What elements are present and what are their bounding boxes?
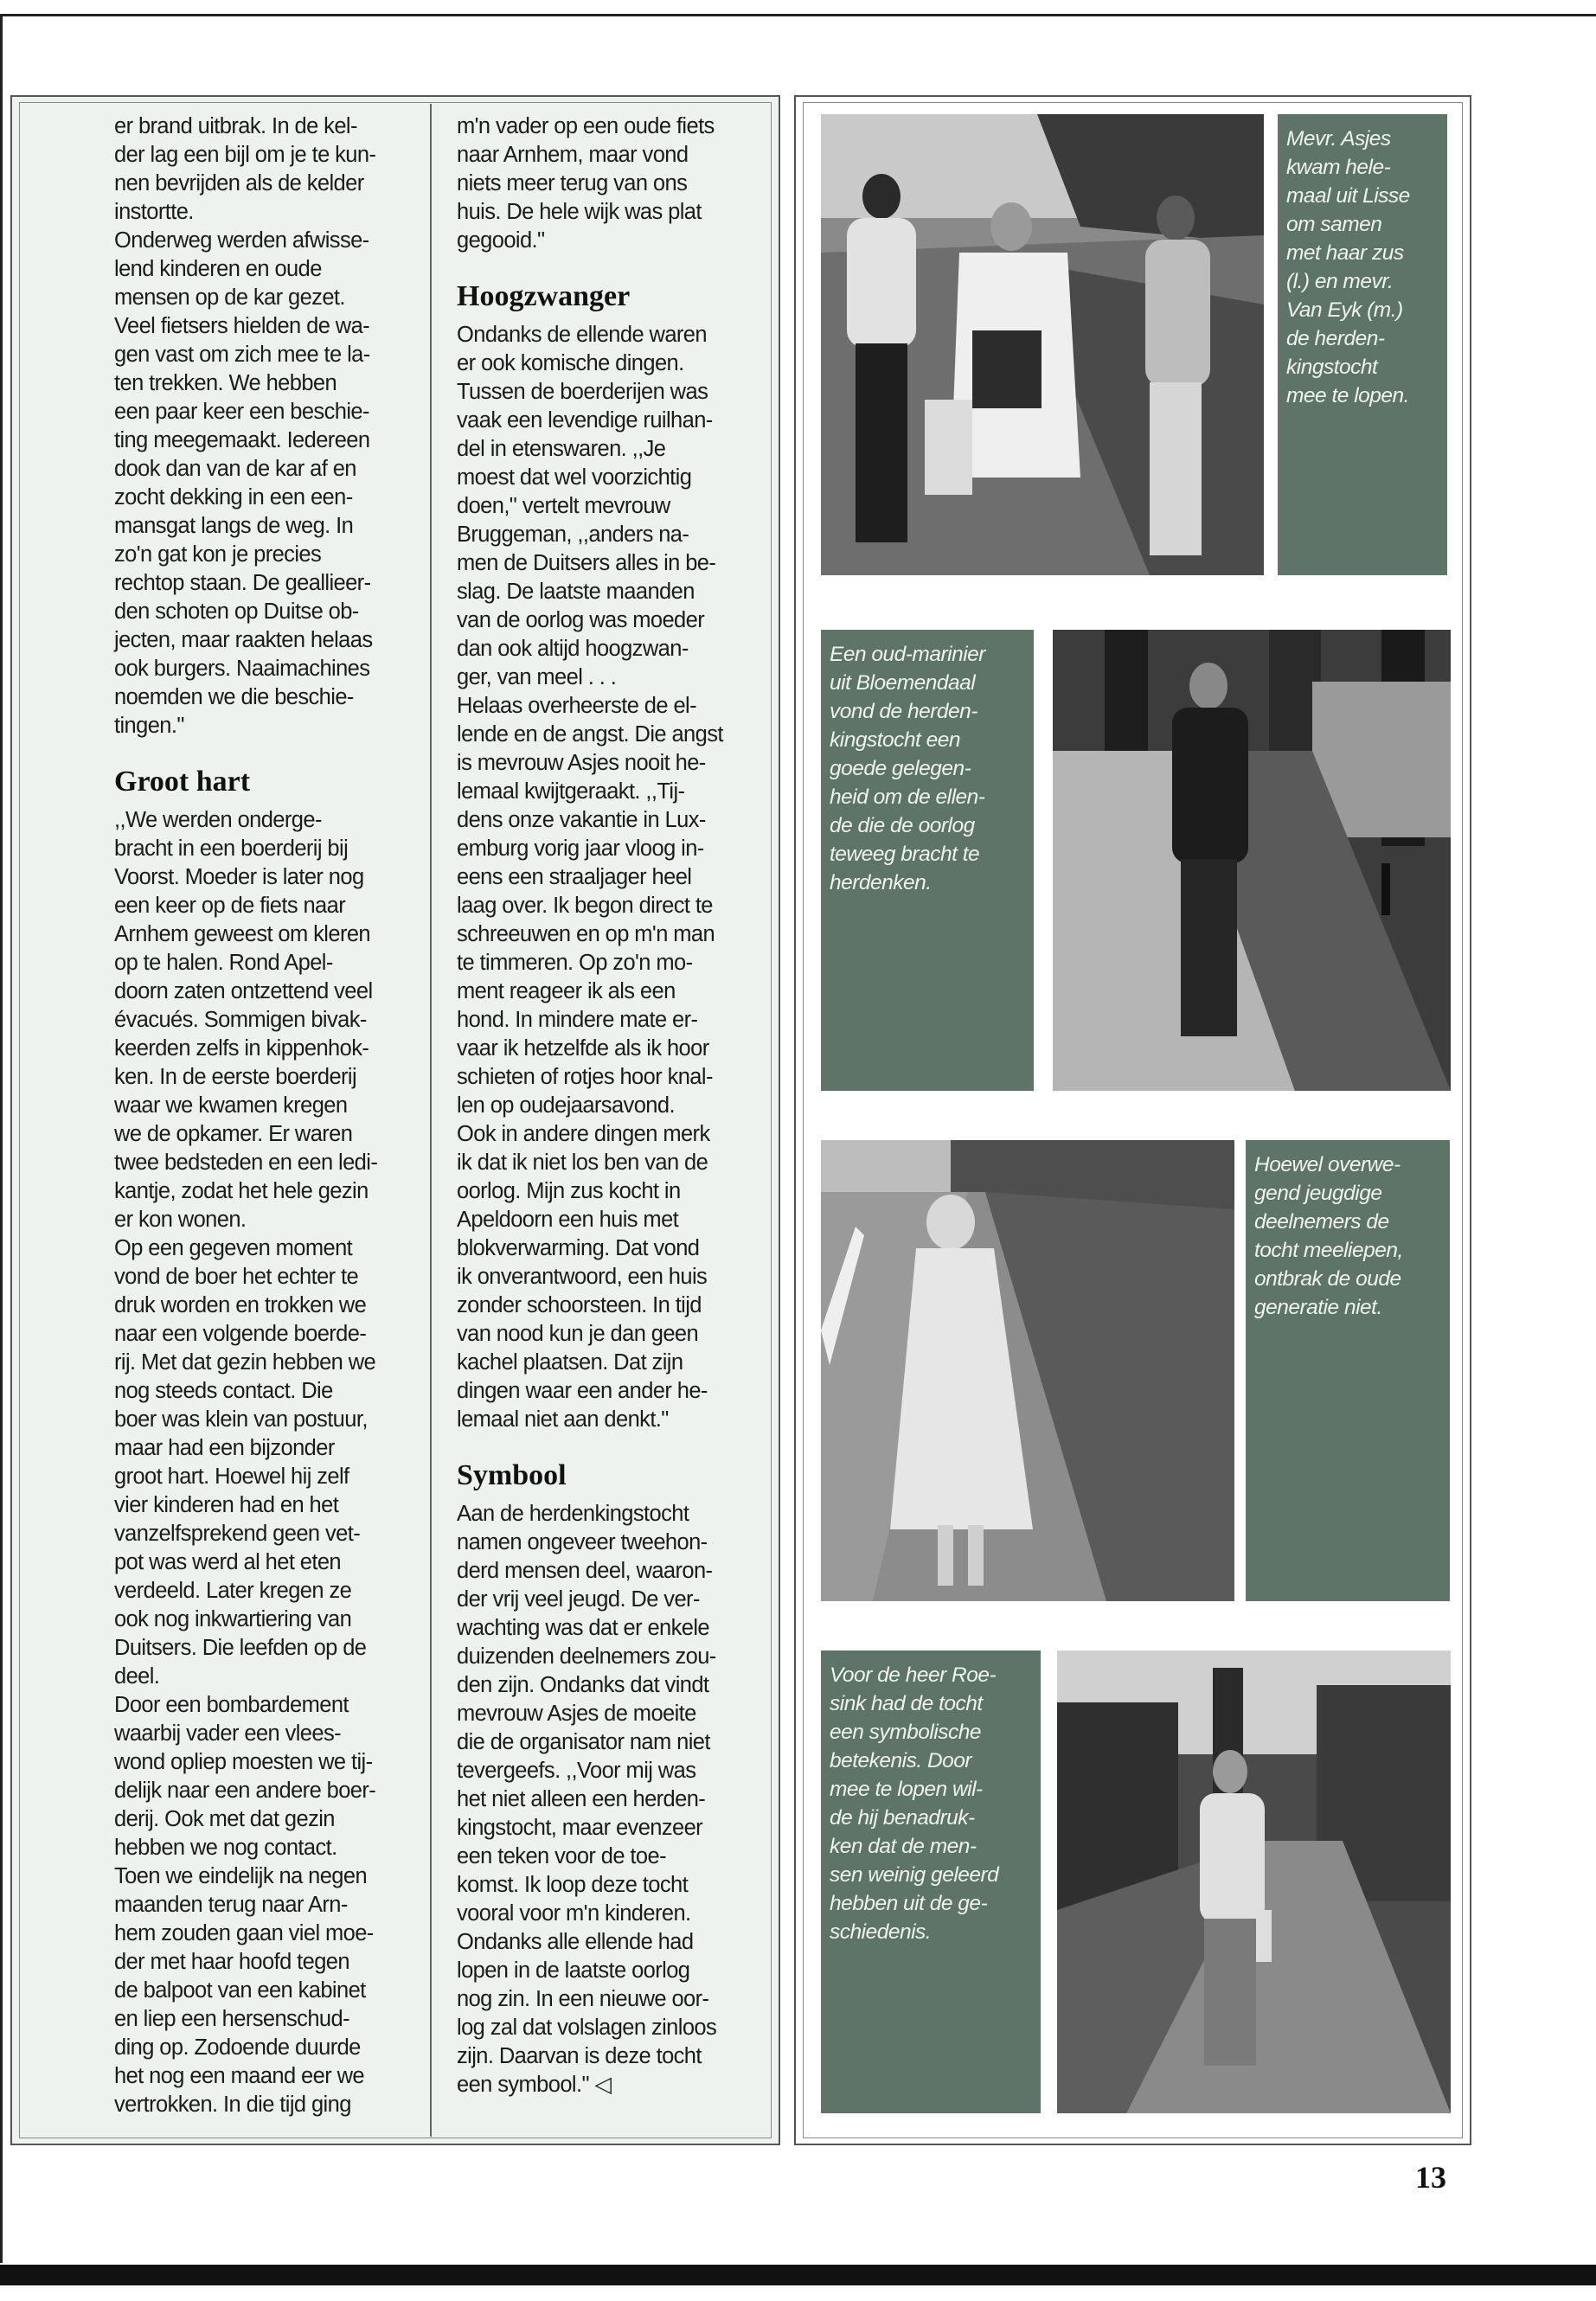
article-column-1 — [114, 112, 417, 2119]
column2-paragraph-3: Aan de herdenkingstocht namen ongeveer tweehon- derd mensen deel, waaron- der vrij veel jeugd. De ver- wachting was dat er enkele duizenden deelnemers zou- den zijn. Ondanks dat vindt mevrouw Asjes de moeite die de organisator nam niet tevergeefs. ,,Voor mij was het niet alleen een herden- kingstocht, maar evenzeer een teken voor de toe- komst. Ik loop deze tocht vooral voor m'n kinderen. Ondanks alle ellende had lopen in de laatste oorlog nog zin. In een nieuwe oor- log zal dat volslagen zinloos zijn. Daarvan is deze tocht een symbool." ◁ — [457, 1502, 717, 2097]
caption-heer-roesink: Voor de heer Roe- sink had de tocht een symbolische betekenis. Door mee te lopen wil- de hij benadruk- ken dat de men- sen weinig geleerd hebben uit de ge- schiedenis. — [821, 1650, 1041, 2113]
heading-hoogzwanger: Hoogzwanger — [457, 280, 631, 312]
column1-paragraph-1: er brand uitbrak. In de kel- der lag een bijl om je te kun- nen bevrijden als de kelder instortte. Onderweg werden afwisse- lend kinderen en oude mensen op de kar gezet. Veel fietsers hielden de wa- gen vast om zich mee te la- ten trekken. We hebben een paar keer een beschie- ting meegemaakt. Iedereen dook dan van de kar af en zocht dekking in een een- mansgat langs de weg. In zo'n gat kon je precies rechtop staan. De geallieer- den schoten op Duitse ob- jecten, maar raakten helaas ook burgers. Naaimachines noemden we die beschie- tingen." — [114, 114, 376, 738]
photo-elderly-woman — [821, 1140, 1234, 1601]
article-column-2 — [457, 112, 768, 2099]
top-rule — [0, 14, 1596, 16]
caption-oude-generatie: Hoewel overwe- gend jeugdige deelnemers de tocht meeliepen, ontbrak de oude generatie niet. — [1246, 1140, 1450, 1601]
heading-symbool: Symbool — [457, 1459, 567, 1491]
heading-groot-hart: Groot hart — [114, 766, 251, 798]
photo-oud-marinier — [1053, 630, 1451, 1091]
bottom-band — [0, 2265, 1596, 2285]
column2-paragraph-2: Ondanks de ellende waren er ook komische dingen. Tussen de boerderijen was vaak een levendige ruilhan- del in etenswaren. ,,Je moest dat wel voorzichtig doen," vertelt mevrouw Bruggeman, ,,anders na- men de Duitsers alles in be- slag. De laatste maanden van de oorlog was moeder dan ook altijd hoogzwan- ger, van meel . . . Helaas overheerste de el- lende en de angst. Die angst is mevrouw Asjes nooit he- lemaal kwijtgeraakt. ,,Tij- dens onze vakantie in Lux- emburg vorig jaar vloog in- eens een straaljager heel laag over. Ik begon direct te schreeuwen en op m'n man te timmeren. Op zo'n mo- ment reageer ik als een hond. In mindere mate er- vaar ik hetzelfde als ik hoor schieten of rotjes hoor knal- len op oudejaarsavond. Ook in andere dingen merk ik dat ik niet los ben van de oorlog. Mijn zus kocht in Apeldoorn een huis met blokverwarming. Dat vond ik onverantwoord, een huis zonder schoorsteen. In tijd van nood kun je dan geen kachel plaatsen. Dat zijn dingen waar een ander he- lemaal niet aan denkt." — [457, 323, 723, 1432]
photo-three-women-walking — [821, 114, 1264, 575]
column1-paragraph-2: ,,We werden onderge- bracht in een boerderij bij Voorst. Moeder is later nog een keer op de fiets naar Arnhem geweest om kleren op te halen. Rond Apel- doorn zaten ontzettend veel évacués. Sommigen bivak- keerden zelfs in kippenhok- ken. In de eerste boerderij waar we kwamen kregen we de opkamer. Er waren twee bedsteden en een ledi- kantje, zodat het hele gezin er kon wonen. Op een gegeven moment vond de boer het echter te druk worden en trokken we naar een volgende boerde- rij. Met dat gezin hebben we nog steeds contact. Die boer was klein van postuur, maar had een bijzonder groot hart. Hoewel hij zelf vier kinderen had en het vanzelfsprekend geen vet- pot was werd al het eten verdeeld. Later kregen ze ook nog inkwartiering van Duitsers. Die leefden op de deel. Door een bombardement waarbij vader een vlees- wond opliep moesten we tij- delijk naar een andere boer- derij. Ook met dat gezin hebben we nog contact. Toen we eindelijk na negen maanden terug naar Arn- hem zouden gaan viel moe- der met haar hoofd tegen de balpoot van een kabinet en liep een hersenschud- ding op. Zodoende duurde het nog een maand eer we vertrokken. In die tijd ging — [114, 808, 378, 2117]
page-number: 13 — [1415, 2160, 1446, 2195]
caption-oud-marinier: Een oud-marinier uit Bloemendaal vond de herden- kingstocht een goede gelegen- heid om de ellen- de die de oorlog teweeg bracht te herdenken. — [821, 630, 1034, 1091]
column2-paragraph-1: m'n vader op een oude fiets naar Arnhem, maar vond niets meer terug van ons huis. De hele wijk was plat gegooid." — [457, 114, 715, 253]
caption-mevr-asjes: Mevr. Asjes kwam hele- maal uit Lisse om samen met haar zus (l.) en mevr. Van Eyk (m.) de herden- kingstocht mee te lopen. — [1278, 114, 1447, 575]
left-rule — [0, 14, 3, 2263]
column-separator — [430, 104, 432, 2137]
photo-heer-roesink — [1057, 1650, 1451, 2113]
